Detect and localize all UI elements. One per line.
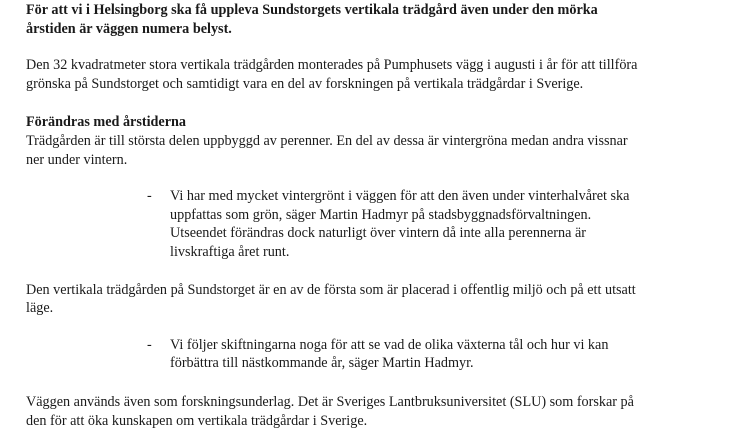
body-paragraph-3: Den vertikala trädgården på Sundstorget är en av de första som är placerad i offentlig miljö och på ett utsatt läge. bbox=[26, 281, 636, 317]
quote-dash: - bbox=[147, 188, 152, 205]
body-paragraph-1: Den 32 kvadratmeter stora vertikala trädgården monterades på Pumphusets vägg i augusti i år för att tillföra grönska på Sundstorget och samtidigt vara en del av forskningen på vertikala trädgårdar i Sverige. bbox=[26, 57, 638, 92]
body-paragraph-2: Trädgården är till största delen uppbyggd av perenner. En del av dessa är vintergröna medan andra vissnar ner under vintern. bbox=[26, 132, 628, 168]
quote-text-2: Vi följer skiftningarna noga för att se vad de olika växterna tål och hur vi kan förbättra till nästkommande år, säger Martin Hadmyr. bbox=[170, 336, 609, 372]
quote-block-2 bbox=[26, 336, 646, 373]
quote-text-1: Vi har med mycket vintergrönt i väggen för att den även under vinterhalvåret ska uppfattas som grön, säger Martin Hadmyr på stadsbyggnadsförvaltningen. Utseendet förändras dock naturligt över vintern då inte alla perennerna är livskraftiga året runt. bbox=[170, 188, 630, 260]
body-paragraph-4: Väggen används även som forskningsunderlag. Det är Sveriges Lantbruksuniversitet (SLU) som forskar på den för att öka kunskapen om vertikala trädgårdar i Sverige. bbox=[26, 393, 634, 429]
document-page bbox=[26, 0, 646, 430]
lead-paragraph: För att vi i Helsingborg ska få uppleva Sundstorgets vertikala trädgård även under den mörka årstiden är väggen numera belyst. bbox=[26, 2, 598, 37]
quote-dash: - bbox=[147, 336, 152, 353]
section-heading: Förändras med årstiderna bbox=[26, 114, 186, 131]
quote-block-1 bbox=[26, 187, 646, 261]
